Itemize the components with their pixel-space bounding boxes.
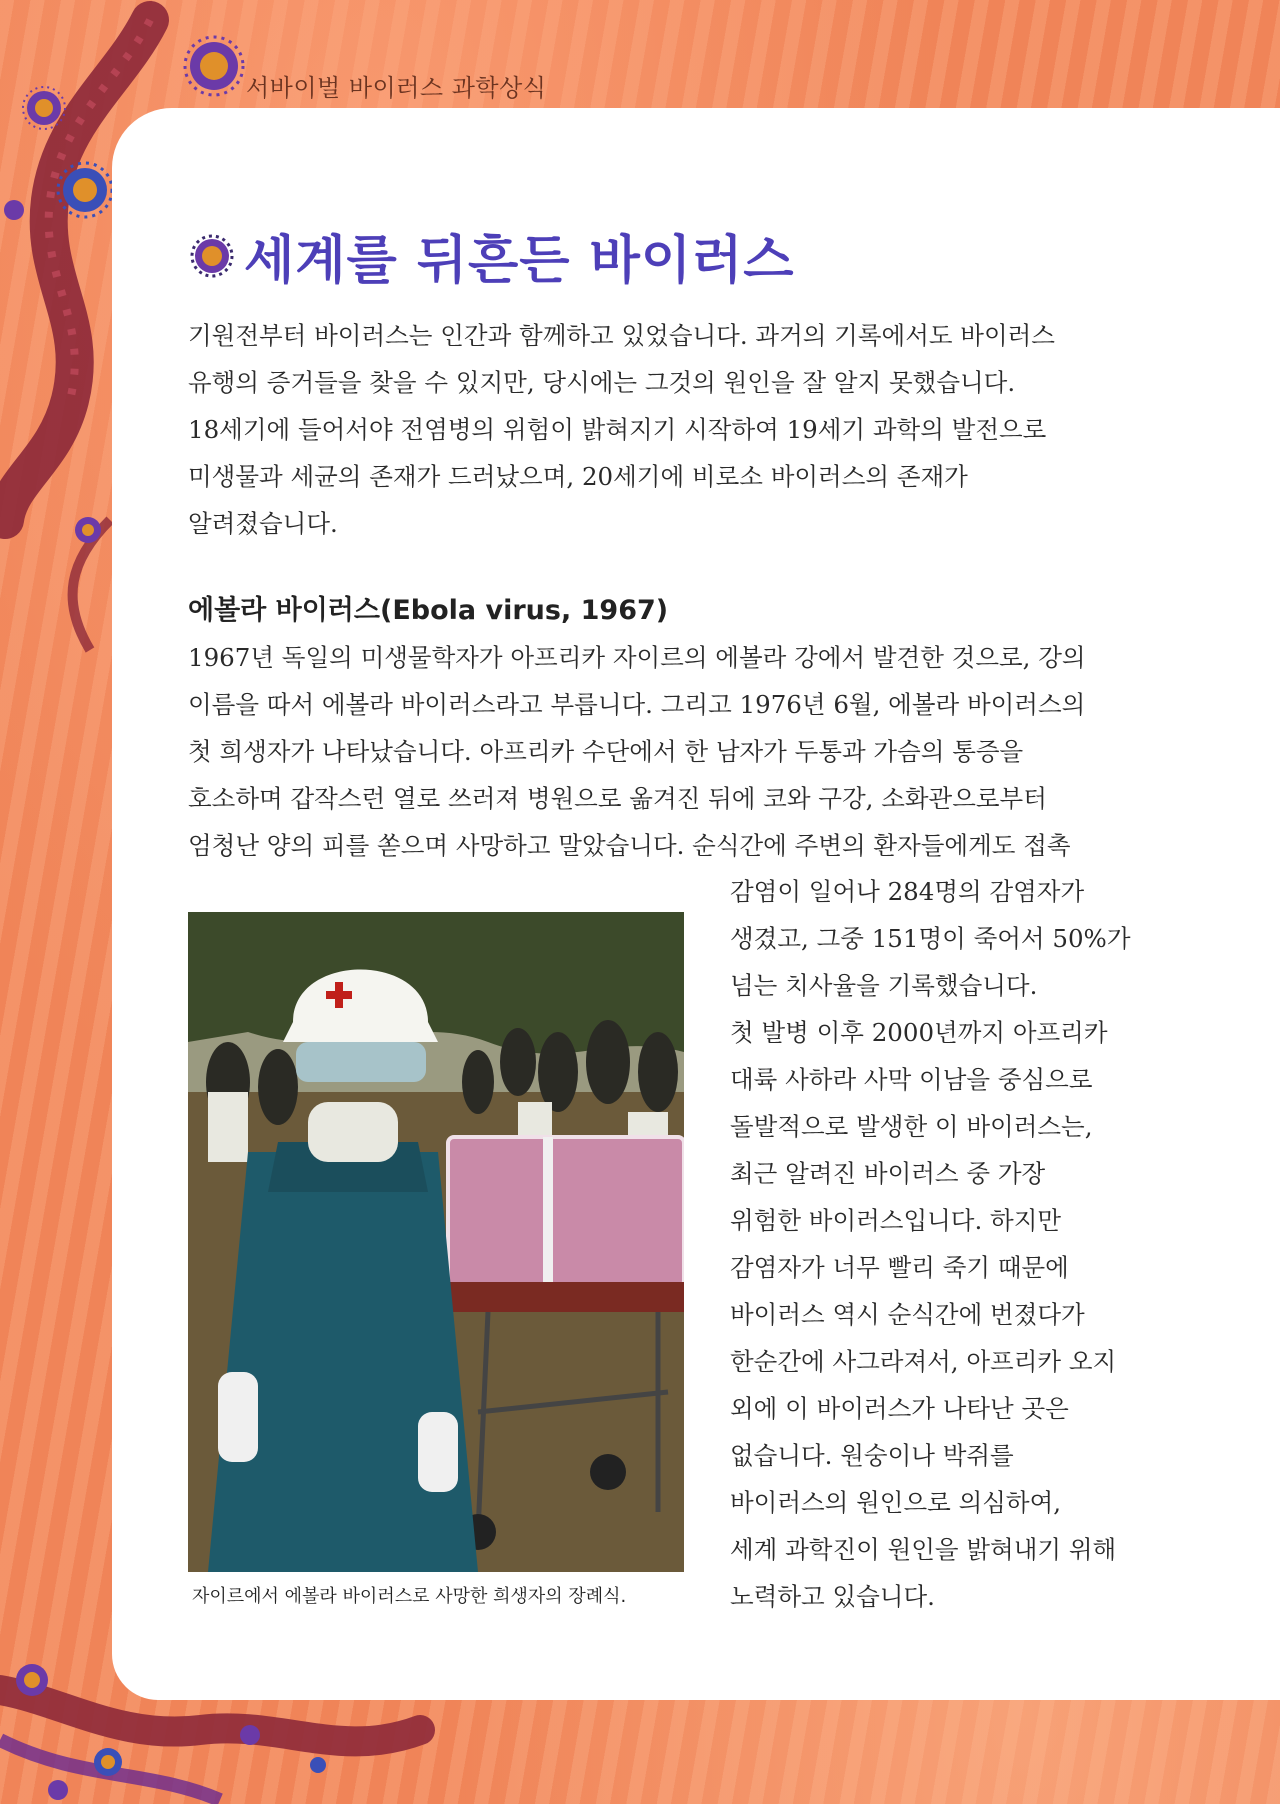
intro-line: 기원전부터 바이러스는 인간과 함께하고 있었습니다. 과거의 기록에서도 바이러스 <box>188 321 1055 350</box>
ebola-line: 엄청난 양의 피를 쏟으며 사망하고 말았습니다. 순식간에 주변의 환자들에게도 접촉 <box>188 831 1071 860</box>
ebola-side-line: 위험한 바이러스입니다. 하지만 <box>730 1206 1062 1235</box>
ebola-side-line: 최근 알려진 바이러스 중 가장 <box>730 1159 1046 1188</box>
ebola-side-line: 감염자가 너무 빨리 죽기 때문에 <box>730 1253 1069 1282</box>
ebola-side-line: 바이러스 역시 순식간에 번졌다가 <box>730 1300 1085 1329</box>
intro-line: 미생물과 세균의 존재가 드러났으며, 20세기에 비로소 바이러스의 존재가 <box>188 462 968 491</box>
ebola-side-line: 한순간에 사그라져서, 아프리카 오지 <box>730 1347 1117 1376</box>
ebola-side-line: 노력하고 있습니다. <box>730 1582 935 1611</box>
ebola-side-line: 세계 과학진이 원인을 밝혀내기 위해 <box>730 1535 1117 1564</box>
ebola-side-line: 없습니다. 원숭이나 박쥐를 <box>730 1441 1014 1470</box>
ebola-line: 이름을 따서 에볼라 바이러스라고 부릅니다. 그리고 1976년 6월, 에볼라 바이러스의 <box>188 690 1086 719</box>
ebola-side-line: 외에 이 바이러스가 나타난 곳은 <box>730 1394 1069 1423</box>
intro-line: 알려졌습니다. <box>188 509 338 538</box>
ebola-section-heading: 에볼라 바이러스(Ebola virus, 1967) <box>188 595 669 626</box>
section-header-label: 서바이벌 바이러스 과학상식 <box>246 74 547 102</box>
virus-particle-icon <box>185 37 243 95</box>
virus-bullet-icon <box>190 234 234 278</box>
ebola-side-line: 대륙 사하라 사막 이남을 중심으로 <box>730 1065 1093 1094</box>
ebola-side-line: 바이러스의 원인으로 의심하여, <box>730 1488 1062 1517</box>
ebola-side-line: 생겼고, 그중 151명이 죽어서 50%가 <box>730 924 1131 953</box>
ebola-side-line: 첫 발병 이후 2000년까지 아프리카 <box>730 1018 1108 1047</box>
page-title-row <box>190 218 795 293</box>
ebola-line: 첫 희생자가 나타났습니다. 아프리카 수단에서 한 남자가 두통과 가슴의 통증을 <box>188 737 1024 766</box>
ebola-side-line: 감염이 일어나 284명의 감염자가 <box>730 877 1085 906</box>
ebola-line: 호소하며 갑작스런 열로 쓰러져 병원으로 옮겨진 뒤에 코와 구강, 소화관으로부터 <box>188 784 1047 813</box>
page-title: 세계를 뒤흔든 바이러스 <box>244 231 795 291</box>
intro-line: 18세기에 들어서야 전염병의 위험이 밝혀지기 시작하여 19세기 과학의 발전으로 <box>188 415 1047 444</box>
funeral-photo <box>188 912 684 1572</box>
intro-paragraph <box>188 312 1118 547</box>
ebola-line: 1967년 독일의 미생물학자가 아프리카 자이르의 에볼라 강에서 발견한 것으로, 강의 <box>188 643 1086 672</box>
ebola-side-paragraph <box>730 868 1150 1620</box>
ebola-side-line: 넘는 치사율을 기록했습니다. <box>730 971 1038 1000</box>
intro-line: 유행의 증거들을 찾을 수 있지만, 당시에는 그것의 원인을 잘 알지 못했습니다. <box>188 368 1016 397</box>
ebola-paragraph <box>188 634 1118 869</box>
ebola-side-line: 돌발적으로 발생한 이 바이러스는, <box>730 1112 1093 1141</box>
photo-caption: 자이르에서 에볼라 바이러스로 사망한 희생자의 장례식. <box>192 1586 627 1607</box>
